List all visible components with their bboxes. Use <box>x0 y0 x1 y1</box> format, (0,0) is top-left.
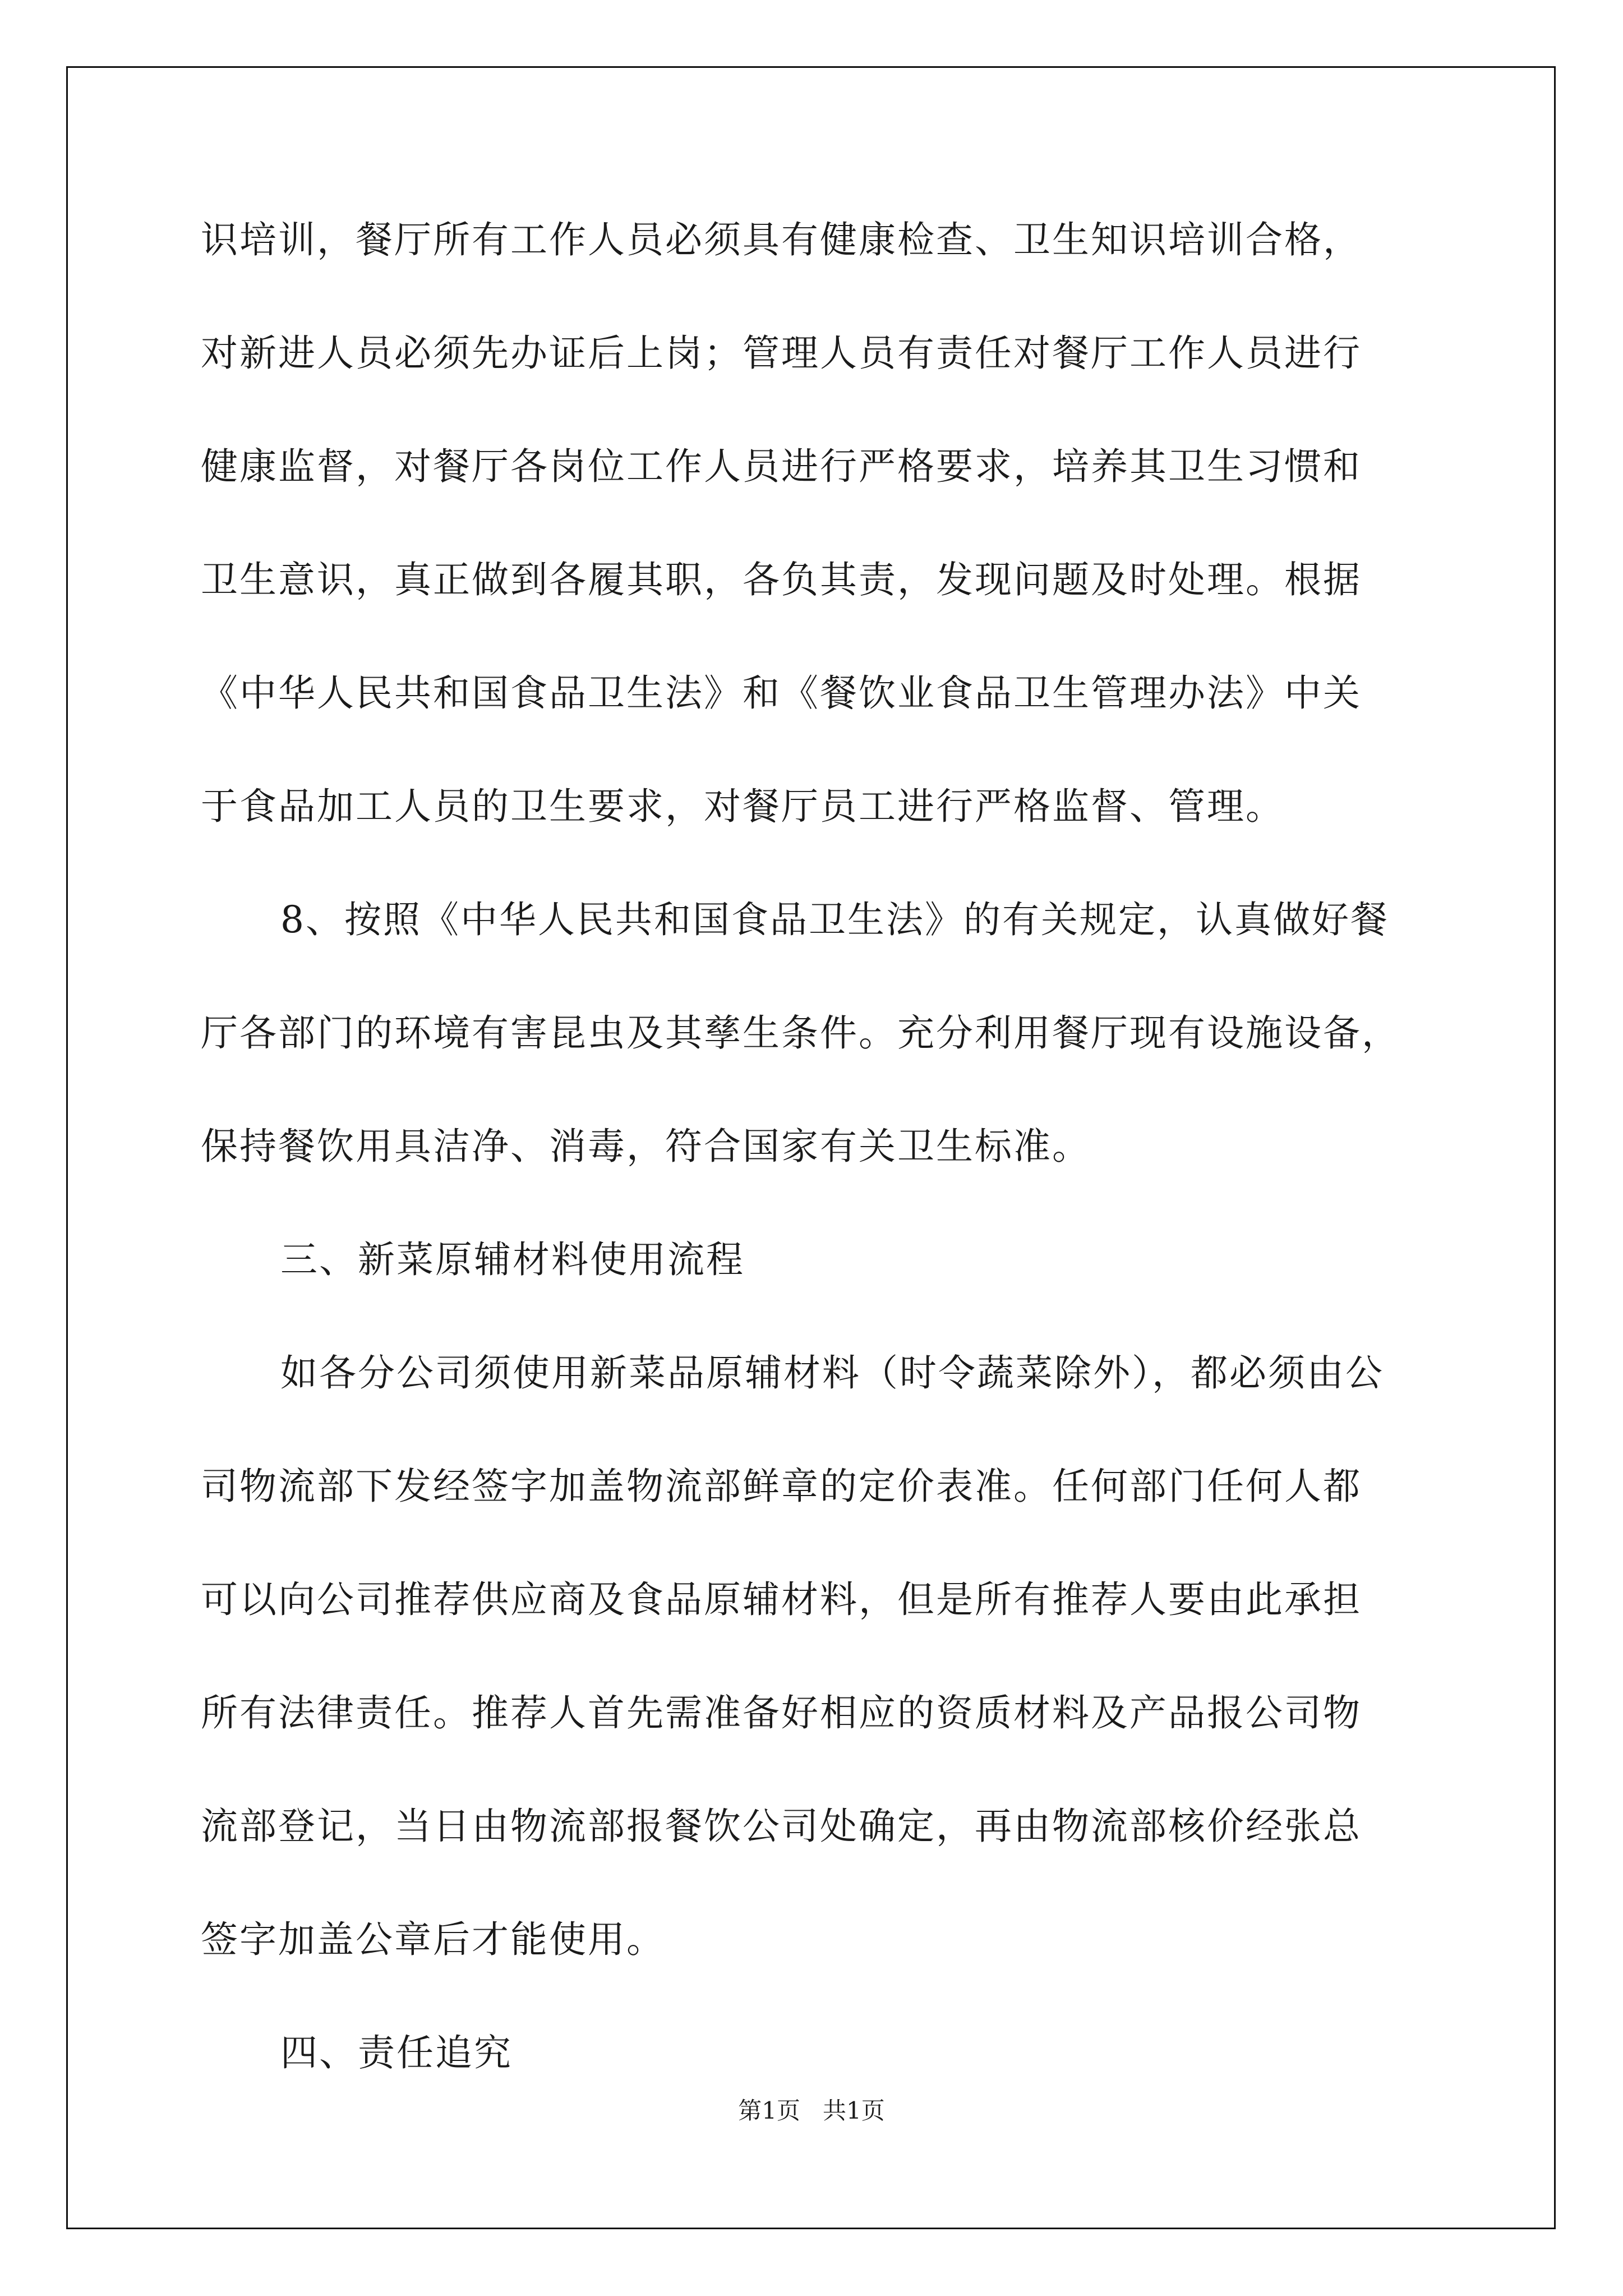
section-heading-4: 四、责任追究 <box>280 2031 513 2074</box>
text-line-3: 健康监督，对餐厅各岗位工作人员进行严格要求，培养其卫生习惯和 <box>201 445 1362 488</box>
text-line-16: 签字加盖公章后才能使用。 <box>201 1918 665 1961</box>
text-line-11: 如各分公司须使用新菜品原辅材料（时令蔬菜除外），都必须由公 <box>280 1351 1384 1395</box>
text-line-4: 卫生意识，真正做到各履其职，各负其责，发现问题及时处理。根据 <box>201 558 1362 601</box>
text-line-1: 识培训，餐厅所有工作人员必须具有健康检查、卫生知识培训合格， <box>201 218 1362 261</box>
text-line-9: 保持餐饮用具洁净、消毒，符合国家有关卫生标准。 <box>201 1125 1091 1168</box>
page-footer <box>0 2097 1623 2125</box>
text-line-14: 所有法律责任。推荐人首先需准备好相应的资质材料及产品报公司物 <box>201 1691 1362 1734</box>
text-line-12: 司物流部下发经签字加盖物流部鲜章的定价表准。任何部门任何人都 <box>201 1465 1362 1508</box>
section-heading-3: 三、新菜原辅材料使用流程 <box>280 1238 745 1281</box>
text-line-15: 流部登记，当日由物流部报餐饮公司处确定，再由物流部核价经张总 <box>201 1805 1362 1848</box>
text-line-7: 8、按照《中华人民共和国食品卫生法》的有关规定，认真做好餐 <box>280 898 1389 941</box>
text-line-5: 《中华人民共和国食品卫生法》和《餐饮业食品卫生管理办法》中关 <box>201 671 1362 715</box>
page-number-total: 共1页 <box>823 2097 885 2124</box>
text-line-2: 对新进人员必须先办证后上岗；管理人员有责任对餐厅工作人员进行 <box>201 332 1362 375</box>
page-number-current: 第1页 <box>738 2097 800 2124</box>
text-line-8: 厅各部门的环境有害昆虫及其孳生条件。充分利用餐厅现有设施设备， <box>201 1011 1400 1055</box>
text-line-13: 可以向公司推荐供应商及食品原辅材料，但是所有推荐人要由此承担 <box>201 1578 1362 1621</box>
text-line-6: 于食品加工人员的卫生要求，对餐厅员工进行严格监督、管理。 <box>201 785 1284 828</box>
